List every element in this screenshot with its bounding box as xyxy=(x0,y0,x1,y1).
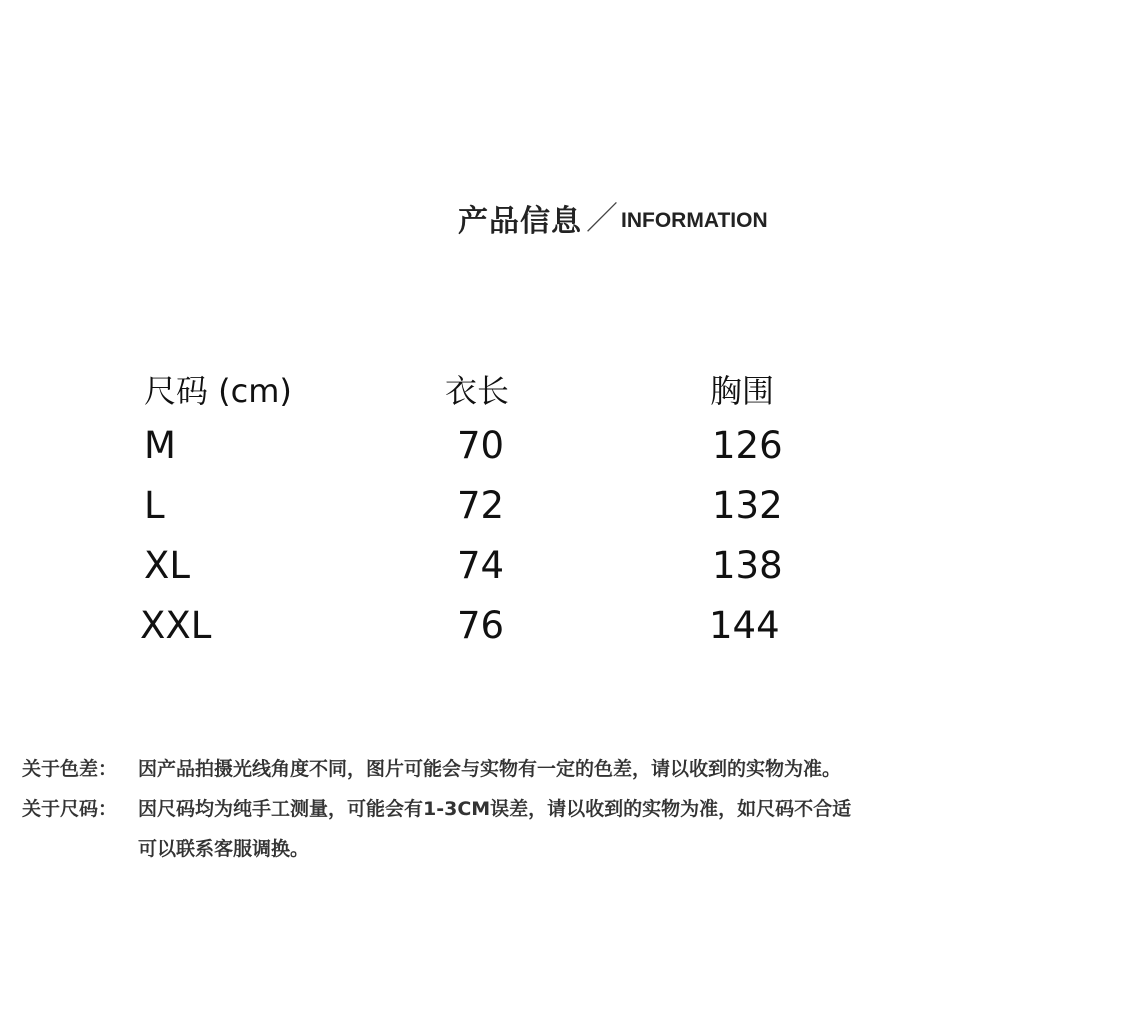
title-chinese: 产品信息 xyxy=(458,204,582,239)
size-cell: L xyxy=(144,484,165,527)
size-cell: M xyxy=(144,424,176,467)
table-row xyxy=(140,600,900,660)
length-cell: 72 xyxy=(457,484,505,527)
size-note-continuation xyxy=(22,834,1022,874)
size-cell: XXL xyxy=(140,604,212,647)
chest-cell: 138 xyxy=(712,544,783,587)
size-table xyxy=(140,360,900,660)
length-cell: 74 xyxy=(457,544,505,587)
table-row xyxy=(140,540,900,600)
color-note-text: 因产品拍摄光线角度不同，图片可能会与实物有一定的色差，请以收到的实物为准。 xyxy=(138,758,842,780)
section-title xyxy=(458,196,788,240)
chest-cell: 144 xyxy=(709,604,780,647)
header-size: 尺码 (cm) xyxy=(144,372,292,410)
title-english: INFORMATION xyxy=(621,209,768,232)
size-note-text: 因尺码均为纯手工测量，可能会有1-3CM误差，请以收到的实物为准，如尺码不合适 xyxy=(138,798,852,820)
size-note xyxy=(22,794,1022,834)
length-cell: 76 xyxy=(457,604,505,647)
length-cell: 70 xyxy=(457,424,505,467)
notes-section xyxy=(22,754,1022,874)
chest-cell: 126 xyxy=(712,424,783,467)
color-note xyxy=(22,754,1022,794)
chest-cell: 132 xyxy=(712,484,783,527)
title-separator: ／ xyxy=(586,199,619,237)
header-length: 衣长 xyxy=(445,372,510,410)
size-note-text-cont: 可以联系客服调换。 xyxy=(138,838,310,860)
table-row xyxy=(140,480,900,540)
header-chest: 胸围 xyxy=(710,372,775,410)
table-header-row xyxy=(140,360,900,420)
size-cell: XL xyxy=(144,544,190,587)
table-row xyxy=(140,420,900,480)
color-note-label: 关于色差： xyxy=(22,758,118,780)
size-note-label: 关于尺码： xyxy=(22,798,118,820)
